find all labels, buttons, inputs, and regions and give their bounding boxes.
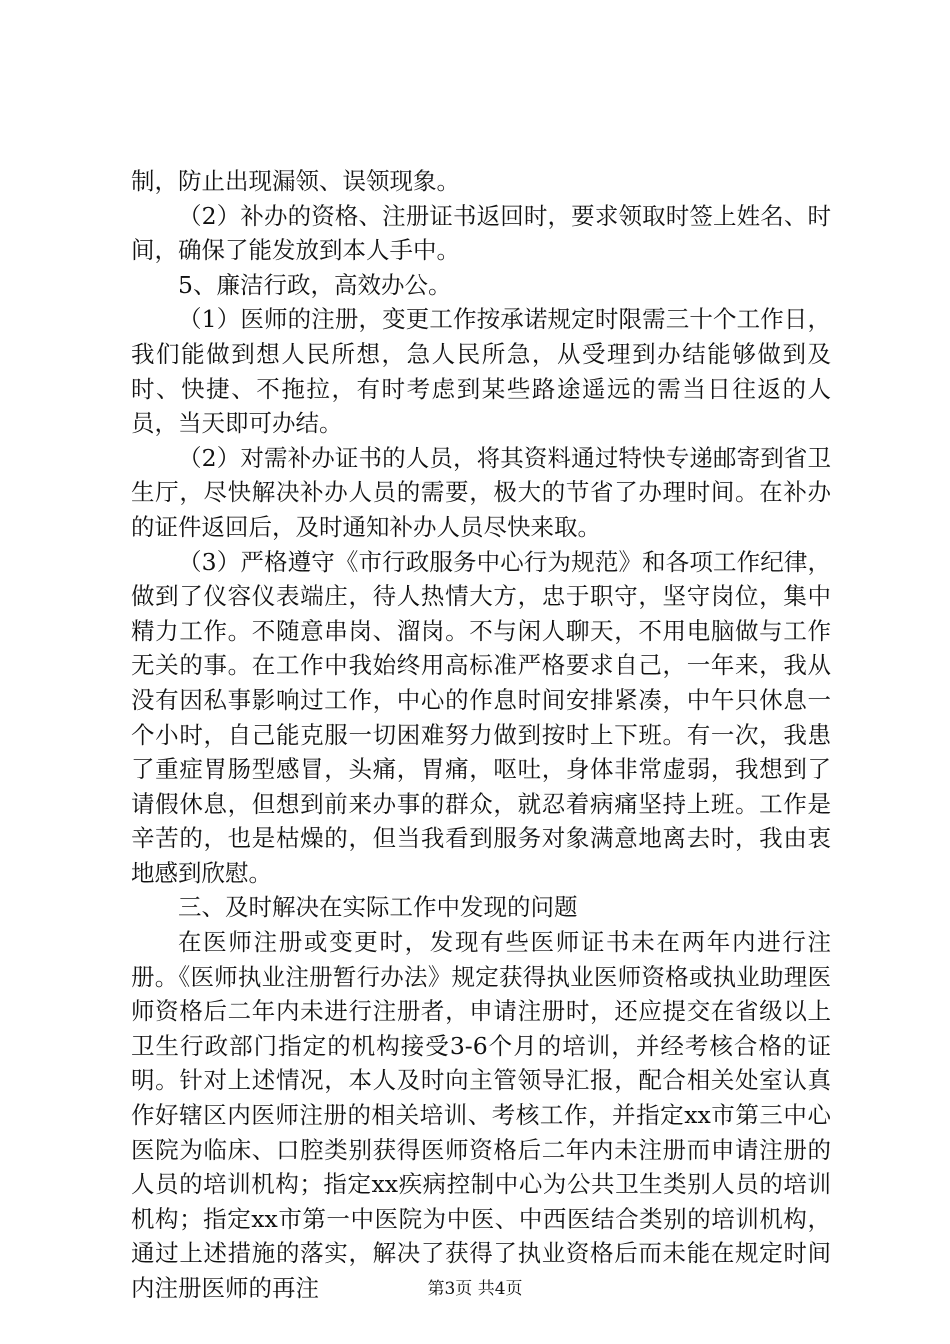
paragraph-item-reissue-return: （2）补办的资格、注册证书返回时，要求领取时签上姓名、时间，确保了能发放到本人手中。 (131, 201, 831, 265)
paragraph-problem-solving: 在医师注册或变更时，发现有些医师证书未在两年内进行注册。《医师执业注册暂行办法》规定获得执业医师资格或执业助理医师资格后二年内未进行注册者，申请注册时，还应提交在省级以上卫生行政部门指定的机构接受3-6个月的培训，并经考核合格的证明。针对上述情况，本人及时向主管领导汇报，配合相关处室认真作好辖区内医师注册的相关培训、考核工作，并指定xx市第三中心医院为临床、口腔类别获得医师资格后二年内未注册而申请注册的人员的培训机构；指定xx疾病控制中心为公共卫生类别人员的培训机构；指定xx市第一中医院为中医、中西医结合类别的培训机构，通过上述措施的落实，解决了获得了执业资格后而未能在规定时间内注册医师的再注 (131, 928, 831, 1302)
paragraph-item-discipline: （3）严格遵守《市行政服务中心行为规范》和各项工作纪律，做到了仪容仪表端庄，待人热情大方，忠于职守，坚守岗位，集中精力工作。不随意串岗、溜岗。不与闲人聊天，不用电脑做与工作无关的事。在工作中我始终用高标准严格要求自己，一年来，我从没有因私事影响过工作，中心的作息时间安排紧凑，中午只休息一个小时，自己能克服一切困难努力做到按时上下班。有一次，我患了重症胃肠型感冒，头痛，胃痛，呕吐，身体非常虚弱，我想到了请假休息，但想到前来办事的群众，就忍着病痛坚持上班。工作是辛苦的，也是枯燥的，但当我看到服务对象满意地离去时，我由衷地感到欣慰。 (131, 547, 831, 887)
section-heading-integrity: 5、廉洁行政，高效办公。 (178, 270, 452, 299)
paragraph-item-registration: （1）医师的注册，变更工作按承诺规定时限需三十个工作日，我们能做到想人民所想，急人民所急，从受理到办结能够做到及时、快捷、不拖拉，有时考虑到某些路途遥远的需当日往返的人员，当天即可办结。 (131, 305, 831, 438)
document-body (131, 164, 831, 1306)
paragraph-item-reissue-mail: （2）对需补办证书的人员，将其资料通过特快专递邮寄到省卫生厅，尽快解决补办人员的需要，极大的节省了办理时间。在补办的证件返回后，及时通知补办人员尽快来取。 (131, 443, 831, 541)
section-heading-problems: 三、及时解决在实际工作中发现的问题 (178, 893, 578, 922)
page-footer: 第3页 共4页 (427, 1279, 523, 1299)
paragraph-continuation: 制，防止出现漏领、误领现象。 (131, 167, 460, 195)
